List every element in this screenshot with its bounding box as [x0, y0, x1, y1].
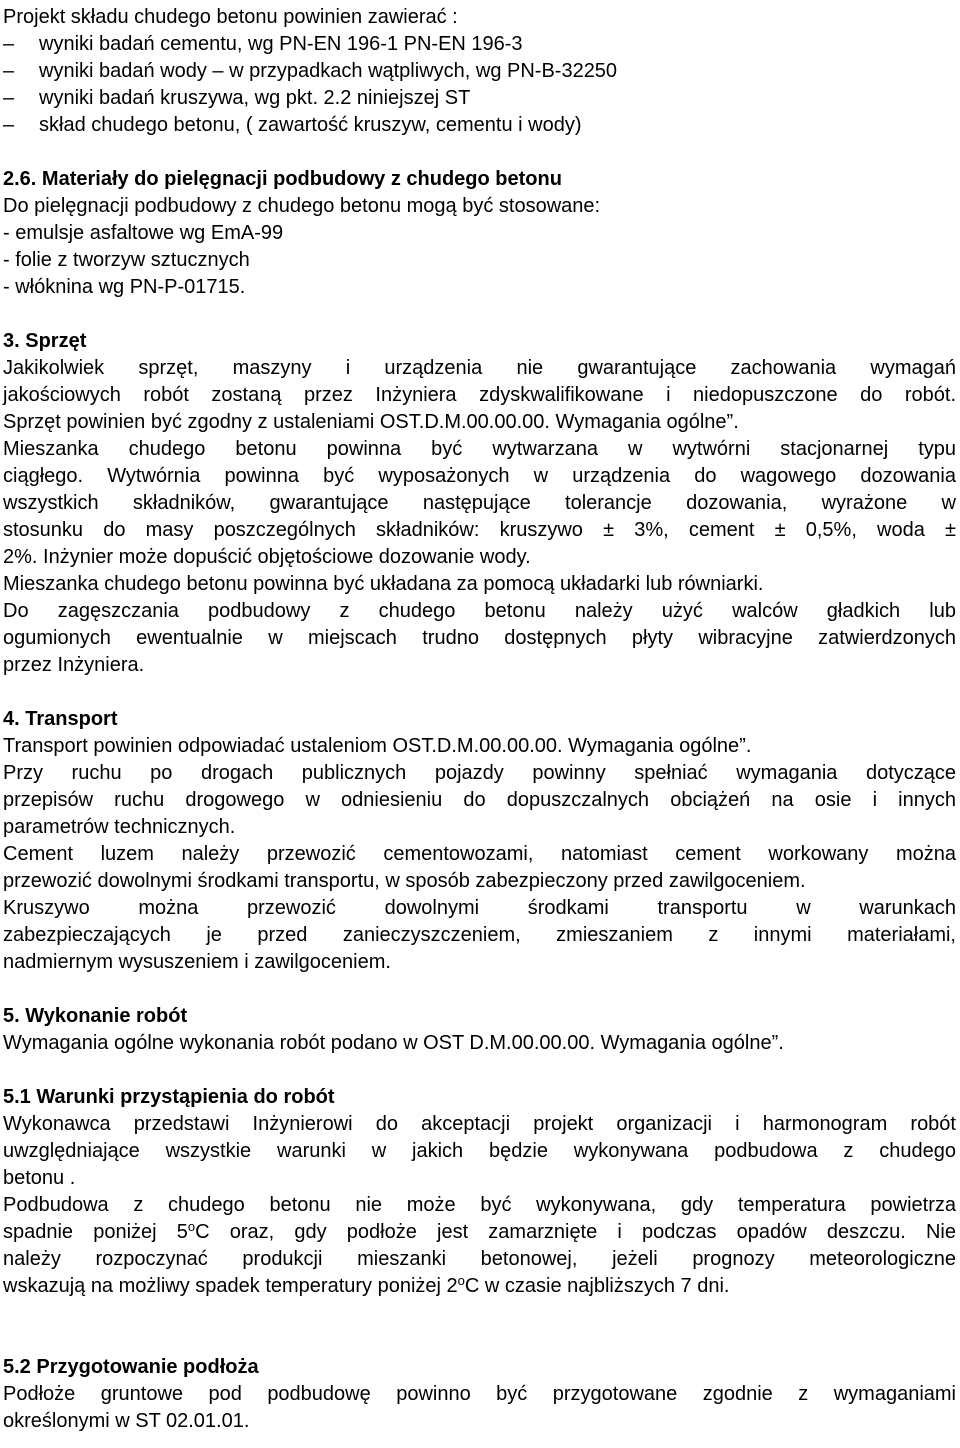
list-dash: –: [3, 114, 15, 136]
list-dash: –: [3, 33, 15, 55]
text-line: Jakikolwiek sprzęt, maszyny i urządzenia nie gwarantujące zachowania wymagań: [3, 357, 956, 379]
text-line: - folie z tworzyw sztucznych: [3, 249, 250, 271]
text-line: Mieszanka chudego betonu powinna być układana za pomocą układarki lub równiarki.: [3, 573, 764, 595]
section-heading-5-2: 5.2 Przygotowanie podłoża: [3, 1356, 259, 1378]
text-fragment: spadnie poniżej 5: [3, 1221, 188, 1243]
section-heading-4: 4. Transport: [3, 708, 118, 730]
text-line: Do zagęszczania podbudowy z chudego betonu należy użyć walców gładkich lub: [3, 600, 956, 622]
section-heading-2-6: 2.6. Materiały do pielęgnacji podbudowy z chudego betonu: [3, 168, 562, 190]
section-heading-5-1: 5.1 Warunki przystąpienia do robót: [3, 1086, 335, 1108]
text-line: wszystkich składników, gwarantujące następujące tolerancje dozowania, wyrażone w: [3, 492, 956, 514]
text-line: przez Inżyniera.: [3, 654, 145, 676]
text-line: jakościowych robót zostaną przez Inżyniera zdyskwalifikowane i niedopuszczone do robót.: [3, 384, 956, 406]
text-line: 2%. Inżynier może dopuścić objętościowe dozowanie wody.: [3, 546, 531, 568]
text-line: nadmiernym wysuszeniem i zawilgoceniem.: [3, 951, 391, 973]
text-line: Wykonawca przedstawi Inżynierowi do akceptacji projekt organizacji i harmonogram robót: [3, 1113, 956, 1135]
text-line: - włóknina wg PN-P-01715.: [3, 276, 246, 298]
text-fragment: wskazują na możliwy spadek temperatury poniżej 2: [3, 1275, 458, 1297]
text-line: określonymi w ST 02.01.01.: [3, 1410, 250, 1432]
text-line: stosunku do masy poszczególnych składników: kruszywo ± 3%, cement ± 0,5%, woda ±: [3, 519, 956, 541]
text-line: Mieszanka chudego betonu powinna być wytwarzana w wytwórni stacjonarnej typu: [3, 438, 956, 460]
text-line: Wymagania ogólne wykonania robót podano w OST D.M.00.00.00. Wymagania ogólne”.: [3, 1032, 784, 1054]
list-item: [3, 85, 956, 112]
document-page: [3, 4, 956, 1435]
degree-superscript: o: [187, 1219, 196, 1234]
list-item-text: wyniki badań wody – w przypadkach wątpliwych, wg PN-B-32250: [39, 60, 618, 82]
text-line: ogumionych ewentualnie w miejscach trudno dostępnych płyty wibracyjne zatwierdzonych: [3, 627, 956, 649]
list-item: [3, 112, 956, 139]
list-item: [3, 31, 956, 58]
list-item-text: wyniki badań cementu, wg PN-EN 196-1 PN-EN 196-3: [39, 33, 523, 55]
list-item: [3, 58, 956, 85]
text-fragment: C w czasie najbliższych 7 dni.: [464, 1275, 730, 1297]
list-dash: –: [3, 60, 15, 82]
text-line: Kruszywo można przewozić dowolnymi środkami transportu w warunkach: [3, 897, 956, 919]
section-heading-5: 5. Wykonanie robót: [3, 1005, 188, 1027]
text-line: parametrów technicznych.: [3, 816, 236, 838]
text-line: Podłoże gruntowe pod podbudowę powinno być przygotowane zgodnie z wymaganiami: [3, 1383, 956, 1405]
text-line: [3, 1273, 956, 1300]
degree-superscript: o: [457, 1273, 465, 1288]
text-line: przewozić dowolnymi środkami transportu, w sposób zabezpieczony przed zawilgoceniem.: [3, 870, 806, 892]
text-line: Sprzęt powinien być zgodny z ustaleniami OST.D.M.00.00.00. Wymagania ogólne”.: [3, 411, 739, 433]
text-line: Cement luzem należy przewozić cementowozami, natomiast cement workowany można: [3, 843, 956, 865]
text-line: Podbudowa z chudego betonu nie może być wykonywana, gdy temperatura powietrza: [3, 1194, 956, 1216]
text-line: Do pielęgnacji podbudowy z chudego betonu mogą być stosowane:: [3, 195, 601, 217]
text-line: uwzględniające wszystkie warunki w jakich będzie wykonywana podbudowa z chudego: [3, 1140, 956, 1162]
list-item-text: skład chudego betonu, ( zawartość kruszyw, cementu i wody): [39, 114, 582, 136]
list-dash: –: [3, 87, 15, 109]
text-line: ciągłego. Wytwórnia powinna być wyposażonych w urządzenia do wagowego dozowania: [3, 465, 956, 487]
text-line: [3, 1219, 956, 1246]
text-line: - emulsje asfaltowe wg EmA-99: [3, 222, 284, 244]
text-line: betonu .: [3, 1167, 76, 1189]
text-line: Transport powinien odpowiadać ustaleniom OST.D.M.00.00.00. Wymagania ogólne”.: [3, 735, 752, 757]
list-item-text: wyniki badań kruszywa, wg pkt. 2.2 niniejszej ST: [39, 87, 471, 109]
intro-heading: Projekt składu chudego betonu powinien zawierać :: [3, 6, 458, 28]
text-line: przepisów ruchu drogowego w odniesieniu do dopuszczalnych obciążeń na osie i innych: [3, 789, 956, 811]
text-line: Przy ruchu po drogach publicznych pojazdy powinny spełniać wymagania dotyczące: [3, 762, 956, 784]
text-line: zabezpieczających je przed zanieczyszczeniem, zmieszaniem z innymi materiałami,: [3, 924, 956, 946]
text-line: należy rozpoczynać produkcji mieszanki betonowej, jeżeli prognozy meteorologiczne: [3, 1248, 956, 1270]
text-fragment: C oraz, gdy podłoże jest zamarznięte i podczas opadów deszczu. Nie: [195, 1221, 956, 1243]
section-heading-3: 3. Sprzęt: [3, 330, 87, 352]
